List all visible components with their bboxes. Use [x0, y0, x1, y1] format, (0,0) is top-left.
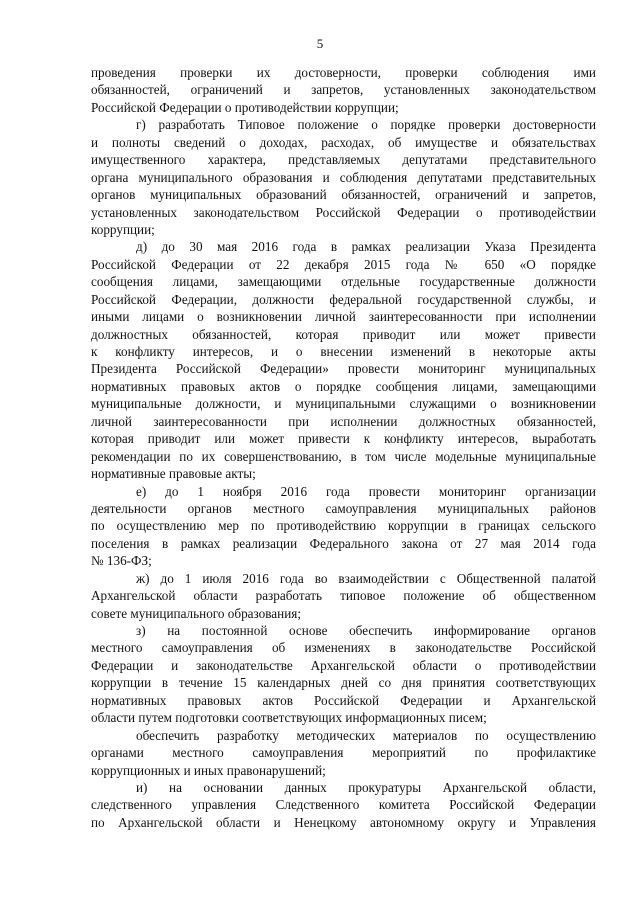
text-line: ж) до 1 июля 2016 года во взаимодействии с Общественной палатой — [136, 570, 596, 586]
text-line: рекомендации по их совершенствованию, в том числе модельные муниципальные — [91, 448, 596, 464]
text-line: органов муниципальных образований обязанностей, ограничений и запретов, — [91, 187, 596, 203]
text-line: проведения проверки их достоверности, проверки соблюдения ими — [91, 65, 596, 80]
text-line: органа муниципального образования и соблюдения депутатами представительных — [91, 169, 596, 185]
text-line: Российской Федерации, должности федеральной государственной службы, и — [91, 291, 596, 307]
text-line: по осуществлению мер по противодействию коррупции в границах сельского — [91, 518, 596, 534]
text-line: нормативные правовые акты; — [91, 466, 256, 482]
document-body-text — [91, 64, 596, 831]
text-line: нормативных правовых актов Российской Федерации и Архангельской — [91, 692, 596, 708]
text-line: имущественного характера, представляемых депутатами представительного — [91, 152, 596, 168]
text-line: Российской Федерации о противодействии коррупции; — [91, 99, 399, 115]
text-line: совете муниципального образования; — [91, 605, 302, 621]
text-line: и) на основании данных прокуратуры Архангельской области, — [136, 779, 596, 795]
text-line: е) до 1 ноября 2016 года провести мониторинг организации — [136, 483, 596, 499]
text-line: которая приводит или может привести к конфликту интересов, выработать — [91, 431, 596, 447]
text-line: по Архангельской области и Ненецкому автономному округу и Управления — [91, 814, 596, 830]
text-line: к конфликту интересов, и о внесении изменений в некоторые акты — [91, 344, 596, 359]
text-line: следственного управления Следственного комитета Российской Федерации — [91, 797, 596, 813]
text-line: Архангельской области разработать типовое положение об общественном — [91, 588, 596, 604]
text-line: органами местного самоуправления мероприятий по профилактике — [91, 745, 596, 761]
text-line: личной заинтересованности при исполнении должностных обязанностей, — [91, 413, 596, 429]
text-line: и полноты сведений о доходах, расходах, об имуществе и обязательствах — [91, 134, 596, 150]
text-line: д) до 30 мая 2016 года в рамках реализации Указа Президента — [136, 239, 596, 255]
text-line: иными лицами о возникновении личной заинтересованности при исполнении — [91, 309, 596, 325]
text-line: г) разработать Типовое положение о порядке проверки достоверности — [136, 117, 596, 133]
text-line: коррупционных и иных правонарушений; — [91, 762, 326, 778]
text-line: сообщения лицами, замещающими отдельные государственные должности — [91, 274, 596, 290]
text-line: Федерации и законодательстве Архангельской области о противодействии — [91, 657, 596, 673]
page-number: 5 — [316, 36, 324, 51]
text-line: № 136-ФЗ; — [91, 553, 152, 569]
text-line: Российской Федерации от 22 декабря 2015 года № 650 «О порядке — [91, 256, 596, 272]
text-line: обеспечить разработку методических материалов по осуществлению — [136, 727, 596, 743]
text-line: установленных законодательством Российской Федерации о противодействии — [91, 204, 596, 220]
text-line: з) на постоянной основе обеспечить информирование органов — [136, 623, 596, 638]
text-line: муниципальные должности, и муниципальными служащими о возникновении — [91, 396, 596, 412]
text-line: местного самоуправления об изменениях в законодательстве Российской — [91, 640, 596, 656]
text-line: области путем подготовки соответствующих информационных писем; — [91, 710, 487, 726]
text-line: коррупции; — [91, 221, 155, 237]
text-line: обязанностей, ограничений и запретов, установленных законодательством — [91, 82, 596, 98]
text-line: Президента Российской Федерации» провести мониторинг муниципальных — [91, 361, 596, 377]
text-line: нормативных правовых актов о порядке сообщения лицами, замещающими — [91, 378, 596, 394]
text-line: должностных обязанностей, которая приводит или может привести — [91, 326, 596, 342]
text-line: коррупции в течение 15 календарных дней со дня принятия соответствующих — [91, 675, 596, 691]
text-line: деятельности органов местного самоуправления муниципальных районов — [91, 500, 596, 516]
text-line: поселения в рамках реализации Федерального закона от 27 мая 2014 года — [91, 535, 596, 551]
